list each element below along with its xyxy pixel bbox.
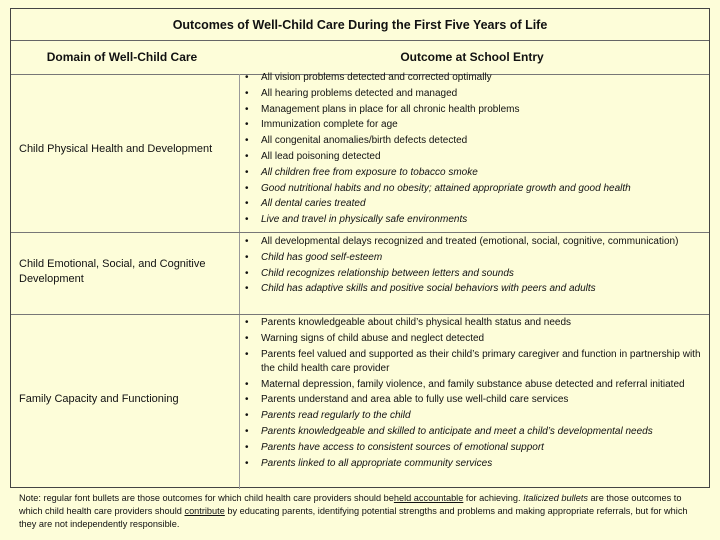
outcome-text: Immunization complete for age — [261, 119, 398, 131]
outcome-item — [245, 332, 705, 346]
bullet-icon: • — [245, 119, 249, 131]
row-domain-emotional: Child Emotional, Social, and Cognitive Development — [19, 258, 206, 285]
outcome-text: All lead poisoning detected — [261, 150, 381, 162]
header-outcome: Outcome at School Entry — [400, 50, 544, 64]
row-divider — [11, 232, 709, 233]
outcome-item — [245, 316, 705, 330]
bullet-icon: • — [245, 317, 249, 328]
bullet-icon: • — [245, 251, 249, 263]
bullet-icon: • — [245, 332, 249, 344]
row-domain-family: Family Capacity and Functioning — [19, 393, 179, 405]
bullet-icon: • — [245, 214, 249, 226]
row-outcomes-physical — [245, 71, 705, 229]
outcome-item — [245, 348, 705, 376]
outcome-text: All children free from exposure to tobacco smoke — [261, 166, 478, 178]
outcome-text: Parents knowledgeable about child’s physical health status and needs — [261, 317, 572, 328]
bullet-icon: • — [245, 441, 249, 453]
outcome-item — [245, 118, 705, 132]
outcome-text: Management plans in place for all chronic health problems — [261, 103, 520, 115]
bullet-icon: • — [245, 457, 249, 469]
bullet-icon: • — [245, 267, 249, 279]
outcome-item — [245, 457, 705, 471]
outcome-item — [245, 441, 705, 455]
note-text: are those outcomes to which child health care providers should — [19, 493, 682, 517]
note-contribute: contribute — [184, 506, 225, 517]
bullet-icon: • — [245, 348, 249, 360]
bullet-icon: • — [245, 378, 249, 390]
row-outcomes-emotional — [245, 235, 705, 298]
row-outcomes-family — [245, 316, 705, 472]
bullet-icon: • — [245, 425, 249, 437]
outcome-item — [245, 197, 705, 211]
bullet-icon: • — [245, 135, 249, 147]
outcome-item — [245, 378, 705, 392]
outcome-text: All dental caries treated — [261, 198, 366, 210]
row-domain-physical: Child Physical Health and Development — [19, 143, 213, 155]
outcome-item — [245, 71, 705, 85]
outcome-text: Parents linked to all appropriate community services — [261, 457, 493, 469]
note-text: by educating parents, identifying potential strengths and problems and making appropriate referrals, but for which they are not independently responsible. — [19, 506, 688, 530]
outcome-text: Child has adaptive skills and positive social behaviors with peers and adults — [261, 283, 596, 295]
outcome-item — [245, 134, 705, 148]
outcome-text: Warning signs of child abuse and neglect detected — [261, 332, 485, 344]
outcome-text: Parents have access to consistent sources of emotional support — [261, 441, 544, 453]
footnote — [19, 492, 707, 532]
outcome-text: Good nutritional habits and no obesity; attained appropriate growth and good health — [261, 182, 631, 194]
outcome-item — [245, 235, 705, 249]
outcome-item — [245, 150, 705, 164]
outcome-text: Child has good self-esteem — [261, 251, 383, 263]
bullet-icon: • — [245, 87, 249, 99]
bullet-icon: • — [245, 410, 249, 422]
note-text: Note: regular font bullets are those outcomes for which child health care providers should be — [19, 493, 394, 503]
outcome-text: All vision problems detected and corrected optimally — [261, 72, 492, 83]
outcome-item — [245, 409, 705, 423]
bullet-icon: • — [245, 72, 249, 83]
outcome-item — [245, 393, 705, 407]
outcome-item — [245, 213, 705, 227]
outcome-text: All hearing problems detected and managed — [261, 87, 458, 99]
table-title: Outcomes of Well-Child Care During the First Five Years of Life — [11, 9, 709, 41]
outcome-text: Maternal depression, family violence, and family substance abuse detected and referral initiated — [261, 378, 685, 390]
bullet-icon: • — [245, 394, 249, 406]
outcome-text: Parents knowledgeable and skilled to anticipate and meet a child’s developmental needs — [261, 425, 653, 437]
outcome-text: Parents read regularly to the child — [261, 410, 411, 422]
outcome-item — [245, 103, 705, 117]
outcome-item — [245, 267, 705, 281]
bullet-icon: • — [245, 283, 249, 295]
bullet-icon: • — [245, 198, 249, 210]
note-italicized-bullets: Italicized bullets — [523, 493, 588, 503]
bullet-icon: • — [245, 166, 249, 178]
note-text: for achieving. — [463, 493, 524, 503]
bullet-icon: • — [245, 182, 249, 194]
outcome-item — [245, 182, 705, 196]
bullet-icon: • — [245, 103, 249, 115]
outcome-item — [245, 425, 705, 439]
outcome-text: All congenital anomalies/birth defects detected — [261, 135, 468, 147]
row-divider — [11, 314, 709, 315]
outcomes-table — [10, 8, 710, 488]
note-held-accountable: held accountable — [393, 493, 464, 503]
outcome-item — [245, 166, 705, 180]
outcome-text: Live and travel in physically safe environments — [261, 214, 468, 226]
outcome-item — [245, 282, 705, 296]
column-divider — [239, 74, 240, 489]
outcome-text: Child recognizes relationship between letters and sounds — [261, 267, 514, 279]
bullet-icon: • — [245, 150, 249, 162]
outcome-text: Parents feel valued and supported as their child’s primary caregiver and function in partnership with the child health care provider — [261, 348, 701, 374]
outcome-text: Parents understand and area able to fully use well-child care services — [261, 394, 569, 406]
outcome-text: All developmental delays recognized and treated (emotional, social, cognitive, communication) — [261, 236, 679, 247]
header-domain: Domain of Well-Child Care — [46, 50, 198, 64]
outcome-item — [245, 87, 705, 101]
bullet-icon: • — [245, 236, 249, 247]
outcome-item — [245, 251, 705, 265]
